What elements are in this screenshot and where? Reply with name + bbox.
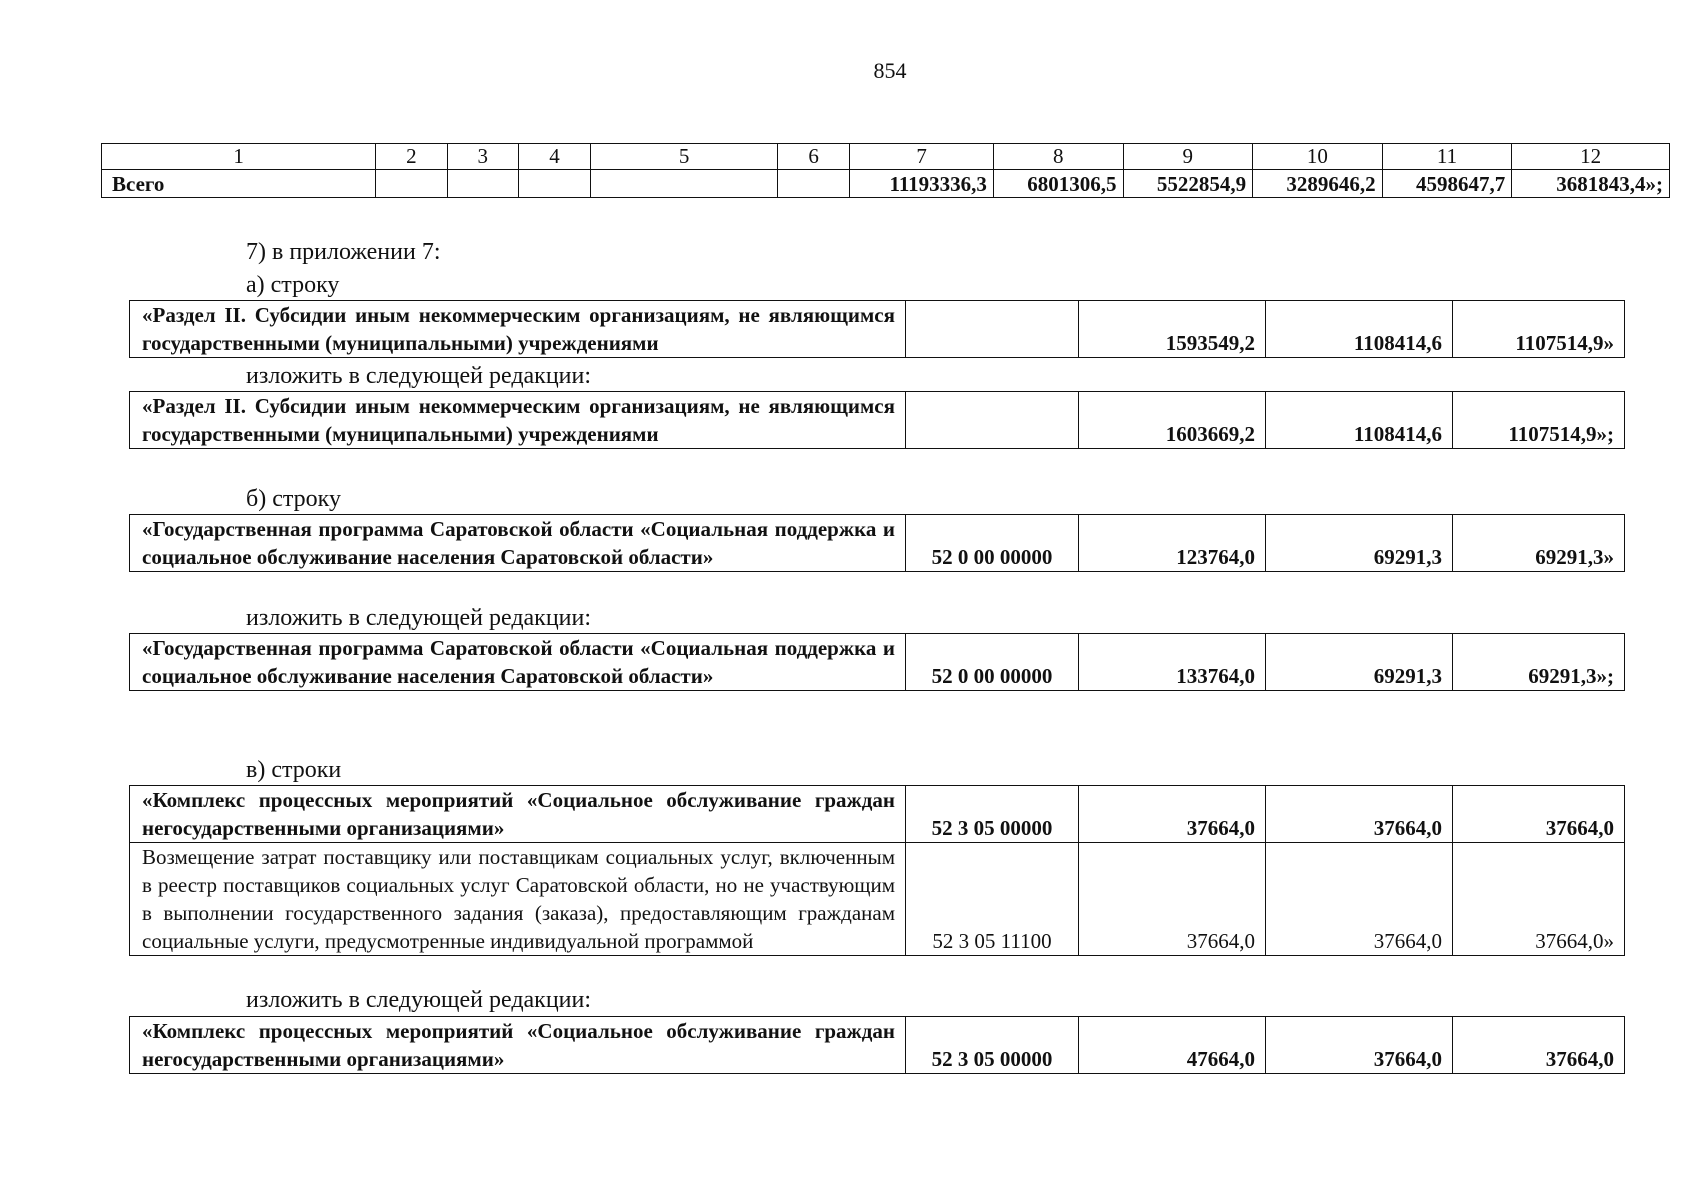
table-row	[130, 392, 1625, 449]
table-row	[130, 786, 1625, 843]
row-code: 52 0 00 00000	[906, 515, 1079, 572]
table-v-old	[129, 785, 1625, 956]
col-header-4: 4	[518, 144, 590, 170]
row-code	[906, 301, 1079, 358]
row-value-2: 37664,0	[1266, 1017, 1453, 1074]
col-header-8: 8	[993, 144, 1123, 170]
row-value-3: 69291,3»	[1453, 515, 1625, 572]
table-a-new	[129, 391, 1625, 449]
row-value-3: 37664,0»	[1453, 843, 1625, 956]
row-value-2: 69291,3	[1266, 634, 1453, 691]
total-cell-7: 11193336,3	[850, 170, 994, 198]
row-name: «Раздел II. Субсидии иным некоммерческим организациям, не являющимся государственными (муниципальными) учреждениями	[130, 392, 906, 449]
row-code: 52 3 05 00000	[906, 1017, 1079, 1074]
row-value-1: 123764,0	[1079, 515, 1266, 572]
row-value-2: 37664,0	[1266, 786, 1453, 843]
row-value-1: 37664,0	[1079, 786, 1266, 843]
table-a-old	[129, 300, 1625, 358]
row-name: «Государственная программа Саратовской области «Социальная поддержка и социальное обслуживание населения Саратовской области»	[130, 515, 906, 572]
total-cell-11: 4598647,7	[1382, 170, 1512, 198]
row-code	[906, 392, 1079, 449]
row-name: «Комплекс процессных мероприятий «Социальное обслуживание граждан негосударственными организациями»	[130, 786, 906, 843]
col-header-1: 1	[102, 144, 376, 170]
table-b-old	[129, 514, 1625, 572]
col-header-10: 10	[1253, 144, 1383, 170]
row-name: «Комплекс процессных мероприятий «Социальное обслуживание граждан негосударственными организациями»	[130, 1017, 906, 1074]
total-cell-10: 3289646,2	[1253, 170, 1383, 198]
row-value-1: 37664,0	[1079, 843, 1266, 956]
table-row	[130, 1017, 1625, 1074]
summary-header-row	[102, 144, 1670, 170]
total-cell-8: 6801306,5	[993, 170, 1123, 198]
total-cell-12: 3681843,4»;	[1512, 170, 1670, 198]
row-value-1: 1603669,2	[1079, 392, 1266, 449]
summary-table	[101, 143, 1670, 198]
table-row	[130, 634, 1625, 691]
row-value-1: 47664,0	[1079, 1017, 1266, 1074]
row-code: 52 0 00 00000	[906, 634, 1079, 691]
paragraph-edit-2: изложить в следующей редакции:	[246, 605, 592, 631]
row-code: 52 3 05 11100	[906, 843, 1079, 956]
row-name: «Государственная программа Саратовской области «Социальная поддержка и социальное обслуживание населения Саратовской области»	[130, 634, 906, 691]
paragraph-appendix-7: 7) в приложении 7:	[246, 239, 441, 265]
row-value-2: 37664,0	[1266, 843, 1453, 956]
row-code: 52 3 05 00000	[906, 786, 1079, 843]
paragraph-a: а) строку	[246, 272, 340, 298]
total-cell-4	[518, 170, 590, 198]
total-cell-9: 5522854,9	[1123, 170, 1253, 198]
total-label: Всего	[102, 170, 376, 198]
row-value-2: 1108414,6	[1266, 392, 1453, 449]
summary-total-row	[102, 170, 1670, 198]
page-number: 854	[873, 58, 907, 83]
row-name: «Раздел II. Субсидии иным некоммерческим организациям, не являющимся государственными (муниципальными) учреждениями	[130, 301, 906, 358]
col-header-5: 5	[591, 144, 778, 170]
paragraph-b: б) строку	[246, 486, 341, 512]
col-header-6: 6	[777, 144, 849, 170]
total-cell-6	[777, 170, 849, 198]
table-v-new	[129, 1016, 1625, 1074]
table-b-new	[129, 633, 1625, 691]
col-header-9: 9	[1123, 144, 1253, 170]
row-value-3: 1107514,9»	[1453, 301, 1625, 358]
row-value-3: 69291,3»;	[1453, 634, 1625, 691]
row-value-2: 69291,3	[1266, 515, 1453, 572]
col-header-11: 11	[1382, 144, 1512, 170]
row-value-1: 1593549,2	[1079, 301, 1266, 358]
col-header-3: 3	[447, 144, 518, 170]
row-value-2: 1108414,6	[1266, 301, 1453, 358]
row-name: Возмещение затрат поставщику или поставщикам социальных услуг, включенным в реестр поставщиков социальных услуг Саратовской области, но не участвующим в выполнении государственного задания (заказа), предоставляющим гражданам социальные услуги, предусмотренные индивидуальной программой	[130, 843, 906, 956]
row-value-3: 1107514,9»;	[1453, 392, 1625, 449]
row-value-3: 37664,0	[1453, 786, 1625, 843]
total-cell-2	[376, 170, 447, 198]
row-value-1: 133764,0	[1079, 634, 1266, 691]
table-row	[130, 301, 1625, 358]
col-header-7: 7	[850, 144, 994, 170]
total-cell-5	[591, 170, 778, 198]
total-cell-3	[447, 170, 518, 198]
paragraph-v: в) строки	[246, 757, 342, 783]
col-header-12: 12	[1512, 144, 1670, 170]
col-header-2: 2	[376, 144, 447, 170]
table-row	[130, 843, 1625, 956]
table-row	[130, 515, 1625, 572]
paragraph-edit-3: изложить в следующей редакции:	[246, 987, 592, 1013]
paragraph-edit-1: изложить в следующей редакции:	[246, 363, 592, 389]
row-value-3: 37664,0	[1453, 1017, 1625, 1074]
